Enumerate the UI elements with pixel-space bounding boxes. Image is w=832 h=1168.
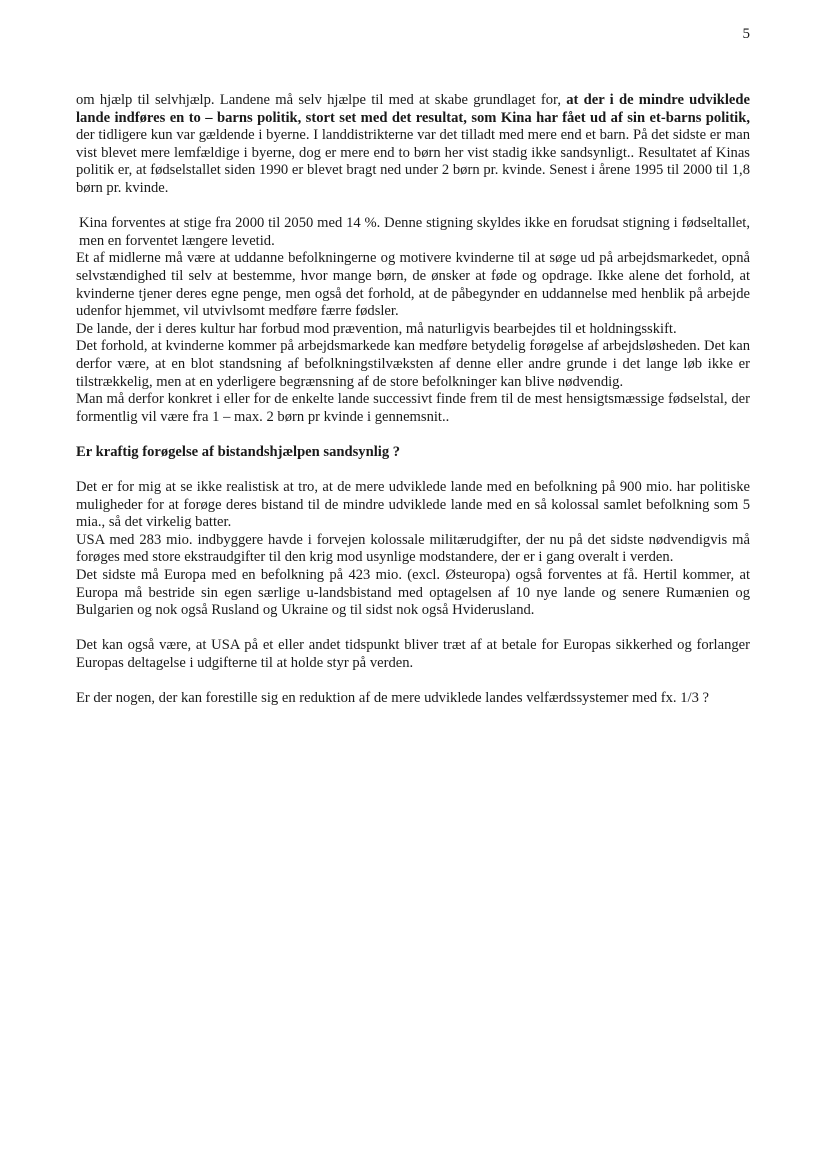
section-heading: Er kraftig forøgelse af bistandshjælpen sandsynlig ?	[76, 443, 401, 460]
paragraph-europa: Det sidste må Europa med en befolkning på 423 mio. (excl. Østeuropa) også forventes at få. Hertil kommer, at Europa må bestride sin egen særlige u-landsbistand med optagelsen af 10 nye lande og senere Rumænien og Bulgarien og nok også Rusland og Ukraine og til sidst nok også Hviderusland.	[76, 567, 750, 619]
paragraph-usa: USA med 283 mio. indbyggere havde i forvejen kolossale militærudgifter, der nu på det sidste nødvendigvis må forøges med store ekstraudgifter til den krig mod usynlige modstandere, der er i gang overalt i verden.	[76, 531, 750, 566]
paragraph-sikkerhed: Det kan også være, at USA på et eller andet tidspunkt bliver træt af at betale for Europas sikkerhed og forlanger Europas deltagelse i udgifterne til at holde styr på verden.	[76, 637, 750, 671]
intro-paragraph	[76, 92, 750, 198]
paragraph-uddanne-befolkningerne: Et af midlerne må være at uddanne befolkningerne og motivere kvinderne til at søge ud på arbejdsmarkedet, opnå selvstændighed til selv at bestemme, hvor mange børn, de ønsker at føde og opdrage. Ikke alene det forhold, at kvinderne tjener deres egne penge, men også det forhold, at de påbegynder en uddannelse med henblik på arbejde udenfor hjemmet, vil utvivlsomt medføre færre fødsler.	[76, 250, 750, 320]
paragraph-kina-forventes: Kina forventes at stige fra 2000 til 2050 med 14 %. Denne stigning skyldes ikke en forudsat stigning i fødseltallet, men en forventet længere levetid.	[79, 215, 750, 249]
intro-text-1: om hjælp til selvhjælp. Landene må selv hjælpe til med at skabe grundlaget for,	[76, 92, 567, 108]
page-number: 5	[742, 26, 750, 42]
paragraph-realistisk: Det er for mig at se ikke realistisk at tro, at de mere udviklede lande med en befolkning på 900 mio. har politiske muligheder for at forøge deres bistand til de mindre udviklede lande med en så kolossal samlet befolkning som 5 mia., så det virkelig batter.	[76, 479, 750, 531]
document-body	[76, 92, 750, 708]
intro-bold-text: at der i de mindre udviklede lande indføres en to – barns politik, stort set med det resultat, som Kina har fået ud af sin et-barns politik,	[76, 92, 750, 126]
intro-text-2: der tidligere kun var gældende i byerne. I landdistrikterne var det tilladt med mere end et barn. På det sidste er man vist blevet mere lemfældige i byerne, dog er mere end to børn her vist stadig ikke sandsynligt.. Resultatet af Kinas politik er, at fødselstallet siden 1990 er blevet bragt ned under 2 børn pr. kvinde. Senest i årene 1995 til 2000 til 1,8 børn pr. kvinde.	[76, 127, 750, 196]
paragraph-foedselstal: Man må derfor konkret i eller for de enkelte lande successivt finde frem til de mest hensigtsmæssige fødselstal, der formentlig vil være fra 1 – max. 2 børn pr kvinde i gennemsnit..	[76, 391, 750, 425]
paragraph-praevention: De lande, der i deres kultur har forbud mod prævention, må naturligvis bearbejdes til et holdningsskift.	[76, 320, 677, 337]
paragraph-velfaerd: Er der nogen, der kan forestille sig en reduktion af de mere udviklede landes velfærdssystemer med fx. 1/3 ?	[76, 690, 710, 707]
paragraph-arbejdsloesheden: Det forhold, at kvinderne kommer på arbejdsmarkede kan medføre betydelig forøgelse af arbejdsløsheden. Det kan derfor være, at en blot standsning af befolkningstilvæksten af denne eller andre grunde i det lange løb ikke er tilstrækkelig, men at en yderligere begrænsning af de store befolkninger kan blive nødvendig.	[76, 338, 750, 390]
